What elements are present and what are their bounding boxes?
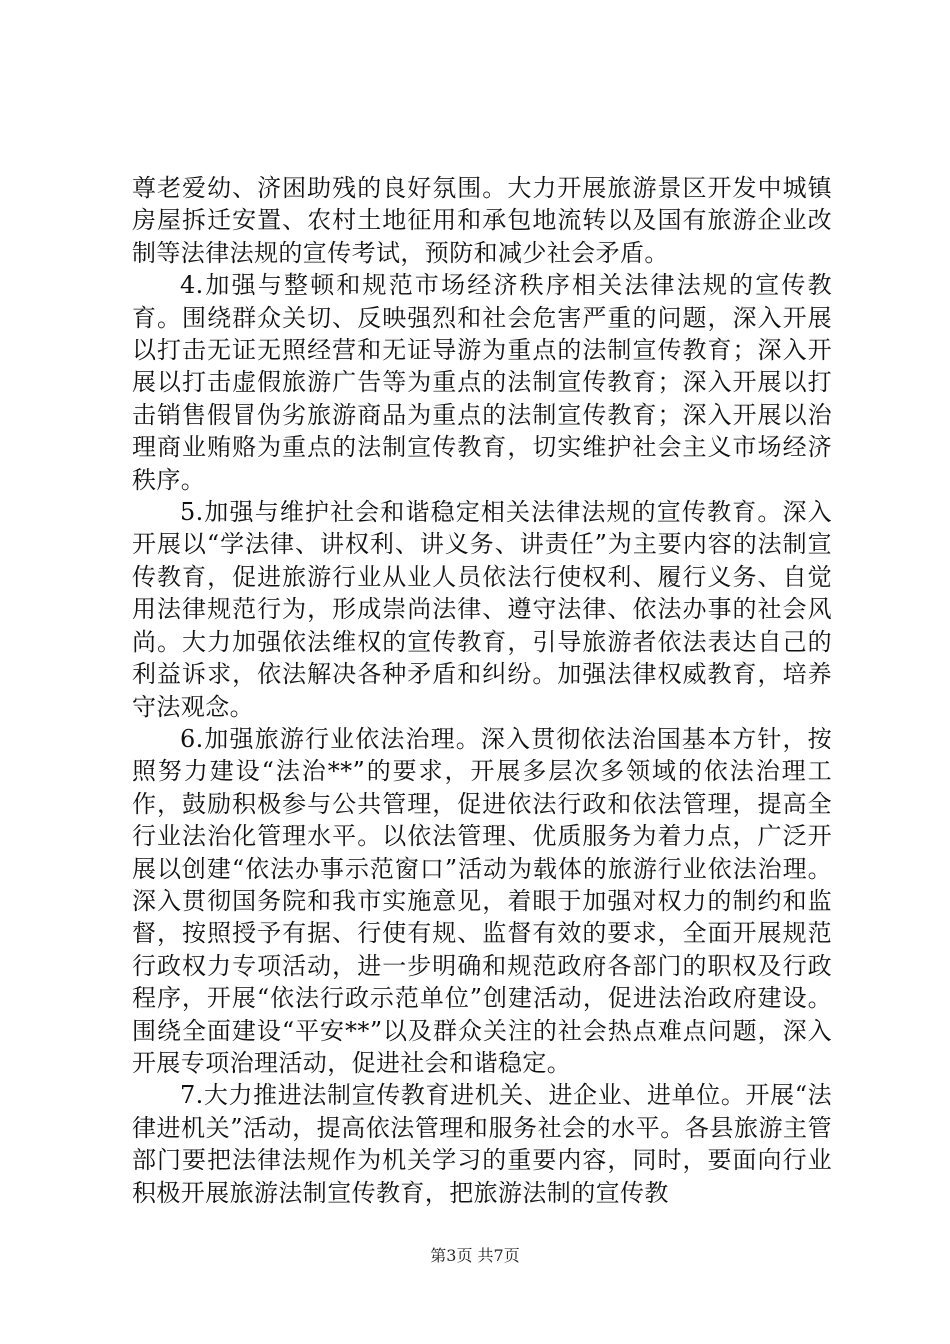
paragraph-5: 7.大力推进法制宣传教育进机关、进企业、进单位。开展“法律进机关”活动，提高依法管理和服务社会的水平。各县旅游主管部门要把法律法规作为机关学习的重要内容，同时，要面向行业积极开展旅游法制宣传教育，把旅游法制的宣传教 xyxy=(132,1081,832,1207)
paragraph-2: 4.加强与整顿和规范市场经济秩序相关法律法规的宣传教育。围绕群众关切、反映强烈和社会危害严重的问题，深入开展以打击无证无照经营和无证导游为重点的法制宣传教育；深入开展以打击虚假旅游广告等为重点的法制宣传教育；深入开展以打击销售假冒伪劣旅游商品为重点的法制宣传教育；深入开展以治理商业贿赂为重点的法制宣传教育，切实维护社会主义市场经济秩序。 xyxy=(132,271,832,494)
page-footer: 第3页 共7页 xyxy=(430,1246,520,1265)
paragraph-1: 尊老爱幼、济困助残的良好氛围。大力开展旅游景区开发中城镇房屋拆迁安置、农村土地征用和承包地流转以及国有旅游企业改制等法律法规的宣传考试，预防和减少社会矛盾。 xyxy=(132,174,832,267)
paragraph-4: 6.加强旅游行业依法治理。深入贯彻依法治国基本方针，按照努力建设“法治**”的要求，开展多层次多领域的依法治理工作，鼓励积极参与公共管理，促进依法行政和依法管理，提高全行业法治化管理水平。以依法管理、优质服务为着力点，广泛开展以创建“依法办事示范窗口”活动为载体的旅游行业依法治理。深入贯彻国务院和我市实施意见，着眼于加强对权力的制约和监督，按照授予有据、行使有规、监督有效的要求，全面开展规范行政权力专项活动，进一步明确和规范政府各部门的职权及行政程序，开展“依法行政示范单位”创建活动，促进法治政府建设。围绕全面建设“平安**”以及群众关注的社会热点难点问题，深入开展专项治理活动，促进社会和谐稳定。 xyxy=(132,724,832,1077)
document-body xyxy=(132,172,832,1209)
paragraph-3: 5.加强与维护社会和谐稳定相关法律法规的宣传教育。深入开展以“学法律、讲权利、讲义务、讲责任”为主要内容的法制宣传教育，促进旅游行业从业人员依法行使权利、履行义务、自觉用法律规范行为，形成崇尚法律、遵守法律、依法办事的社会风尚。大力加强依法维权的宣传教育，引导旅游者依法表达自己的利益诉求，依法解决各种矛盾和纠纷。加强法律权威教育，培养守法观念。 xyxy=(132,498,832,721)
